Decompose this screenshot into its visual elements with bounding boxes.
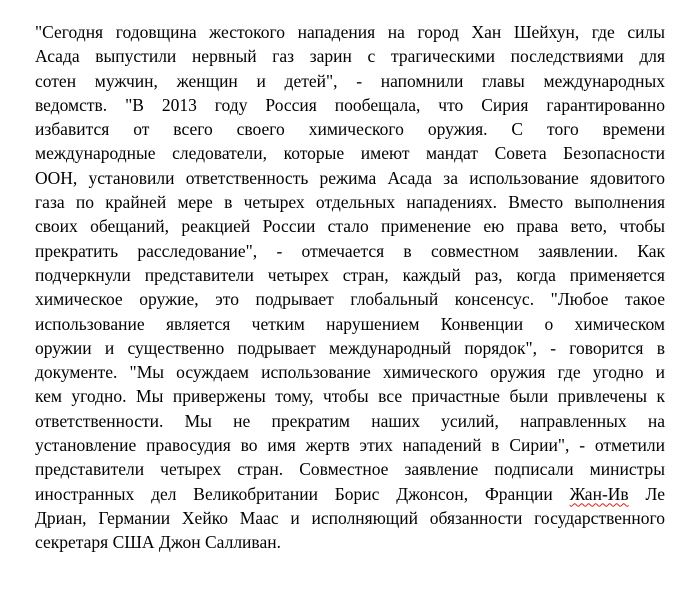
- document-body: [35, 20, 665, 555]
- line-text-after: Ле: [628, 483, 665, 504]
- line-text-before: иностранных дел Великобритании Борис Джонсон, Франции: [35, 483, 570, 504]
- paragraph-line: ответственности. Мы не прекратим наших усилий, направленных на: [35, 410, 665, 431]
- paragraph-line: представители четырех стран. Совместное заявление подписали министры: [35, 459, 665, 480]
- paragraph-line: подчеркнули представители четырех стран, каждый раз, когда применяется: [35, 264, 665, 285]
- paragraph-line: химическое оружие, это подрывает глобальный консенсус. "Любое такое: [35, 289, 665, 310]
- paragraph-line: [35, 482, 665, 506]
- paragraph-line: Дриан, Германии Хейко Маас и исполняющий обязанности государственного: [35, 507, 665, 528]
- paragraph-line: ООН, установили ответственность режима Асада за использование ядовитого: [35, 167, 665, 188]
- paragraph-line: избавится от всего своего химического оружия. С того времени: [35, 119, 665, 140]
- paragraph-line: ведомств. "В 2013 году Россия пообещала, что Сирия гарантированно: [35, 94, 665, 115]
- paragraph-line: прекратить расследование", - отмечается в совместном заявлении. Как: [35, 240, 665, 261]
- spellcheck-underlined-word[interactable]: Жан-Ив: [569, 483, 629, 504]
- paragraph-line: оружии и существенно подрывает международный порядок", - говорится в: [35, 337, 665, 358]
- paragraph-line: документе. "Мы осуждаем использование химического оружия где угодно и: [35, 362, 665, 383]
- paragraph-line: Асада выпустили нервный газ зарин с трагическими последствиями для: [35, 46, 665, 67]
- paragraph-line: газа по крайней мере в четырех отдельных нападениях. Вместо выполнения: [35, 192, 665, 213]
- paragraph-last-line: секретаря США Джон Салливан.: [35, 532, 281, 553]
- paragraph-line: международные следователи, которые имеют мандат Совета Безопасности: [35, 143, 665, 164]
- paragraph-line: своих обещаний, реакцией России стало применение ею права вето, чтобы: [35, 216, 665, 237]
- paragraph-line: кем угодно. Мы привержены тому, чтобы все причастные были привлечены к: [35, 386, 665, 407]
- paragraph-line: "Сегодня годовщина жестокого нападения на город Хан Шейхун, где силы: [35, 22, 665, 42]
- paragraph-line: сотен мужчин, женщин и детей", - напомнили главы международных: [35, 70, 665, 91]
- paragraph-line: использование является четким нарушением Конвенции о химическом: [35, 313, 665, 334]
- paragraph-line: установление правосудия во имя жертв этих нападений в Сирии", - отметили: [35, 435, 665, 456]
